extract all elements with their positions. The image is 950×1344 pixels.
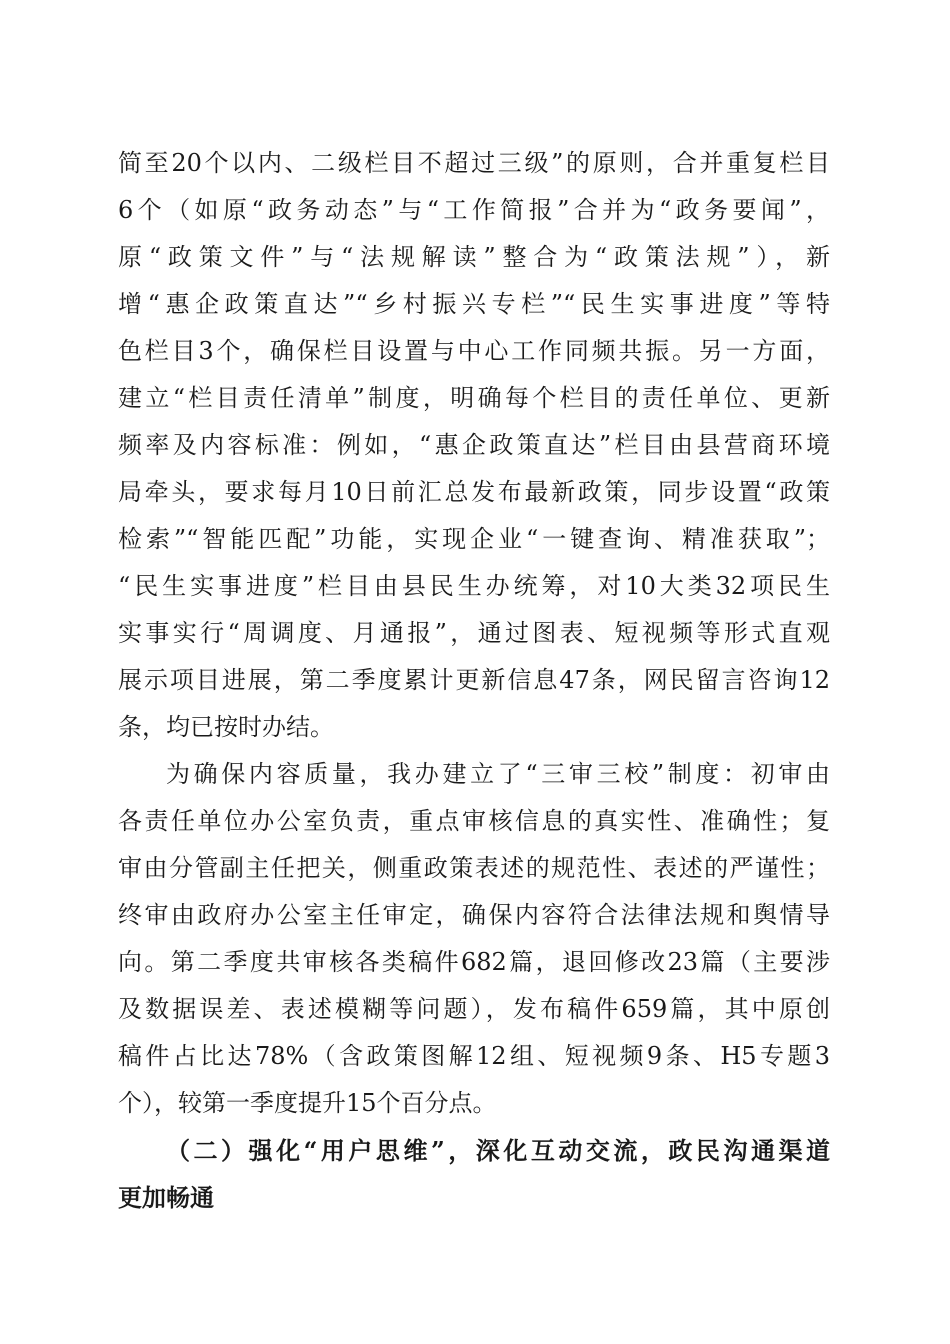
text-line: 稿件占比达78%（含政策图解12组、短视频9条、H5专题3: [118, 1042, 830, 1070]
text-line: 增“惠企政策直达”“乡村振兴专栏”“民生实事进度”等特: [118, 290, 830, 318]
heading-line: 更加畅通: [118, 1183, 214, 1212]
text-line: 终审由政府办公室主任审定，确保内容符合法律法规和舆情导: [118, 901, 830, 929]
text-line: 实事实行“周调度、月通报”，通过图表、短视频等形式直观: [118, 619, 830, 647]
text-line: 频率及内容标准：例如，“惠企政策直达”栏目由县营商环境: [118, 431, 830, 459]
text-line: “民生实事进度”栏目由县民生办统筹，对10大类32项民生: [118, 572, 830, 600]
text-line: 简至20个以内、二级栏目不超过三级”的原则，合并重复栏目: [118, 149, 830, 177]
text-line: 原“政策文件”与“法规解读”整合为“政策法规”），新: [118, 243, 830, 271]
text-line: 审由分管副主任把关，侧重政策表述的规范性、表述的严谨性；: [118, 854, 830, 882]
paragraph-review-system: [118, 751, 830, 1127]
text-line: 各责任单位办公室负责，重点审核信息的真实性、准确性；复: [118, 807, 830, 835]
heading-line: （二）强化“用户思维”，深化互动交流，政民沟通渠道: [166, 1136, 830, 1165]
text-line: 展示项目进展，第二季度累计更新信息47条，网民留言咨询12: [118, 666, 830, 694]
text-line: 为确保内容质量，我办建立了“三审三校”制度：初审由: [166, 760, 830, 788]
text-line: 局牵头，要求每月10日前汇总发布最新政策，同步设置“政策: [118, 478, 830, 506]
text-line: 建立“栏目责任清单”制度，明确每个栏目的责任单位、更新: [118, 384, 830, 412]
text-line: 色栏目3个，确保栏目设置与中心工作同频共振。另一方面，: [118, 337, 830, 365]
text-line: 6个（如原“政务动态”与“工作简报”合并为“政务要闻”，: [118, 196, 830, 224]
text-line: 向。第二季度共审核各类稿件682篇，退回修改23篇（主要涉: [118, 948, 830, 976]
text-line: 及数据误差、表述模糊等问题），发布稿件659篇，其中原创: [118, 995, 830, 1023]
paragraph-columns-adjustment: [118, 140, 830, 751]
document-body: [118, 140, 830, 1221]
section-heading: [118, 1127, 830, 1221]
text-line: 条，均已按时办结。: [118, 713, 334, 741]
text-line: 检索”“智能匹配”功能，实现企业“一键查询、精准获取”；: [118, 525, 830, 553]
text-line: 个），较第一季度提升15个百分点。: [118, 1089, 497, 1117]
